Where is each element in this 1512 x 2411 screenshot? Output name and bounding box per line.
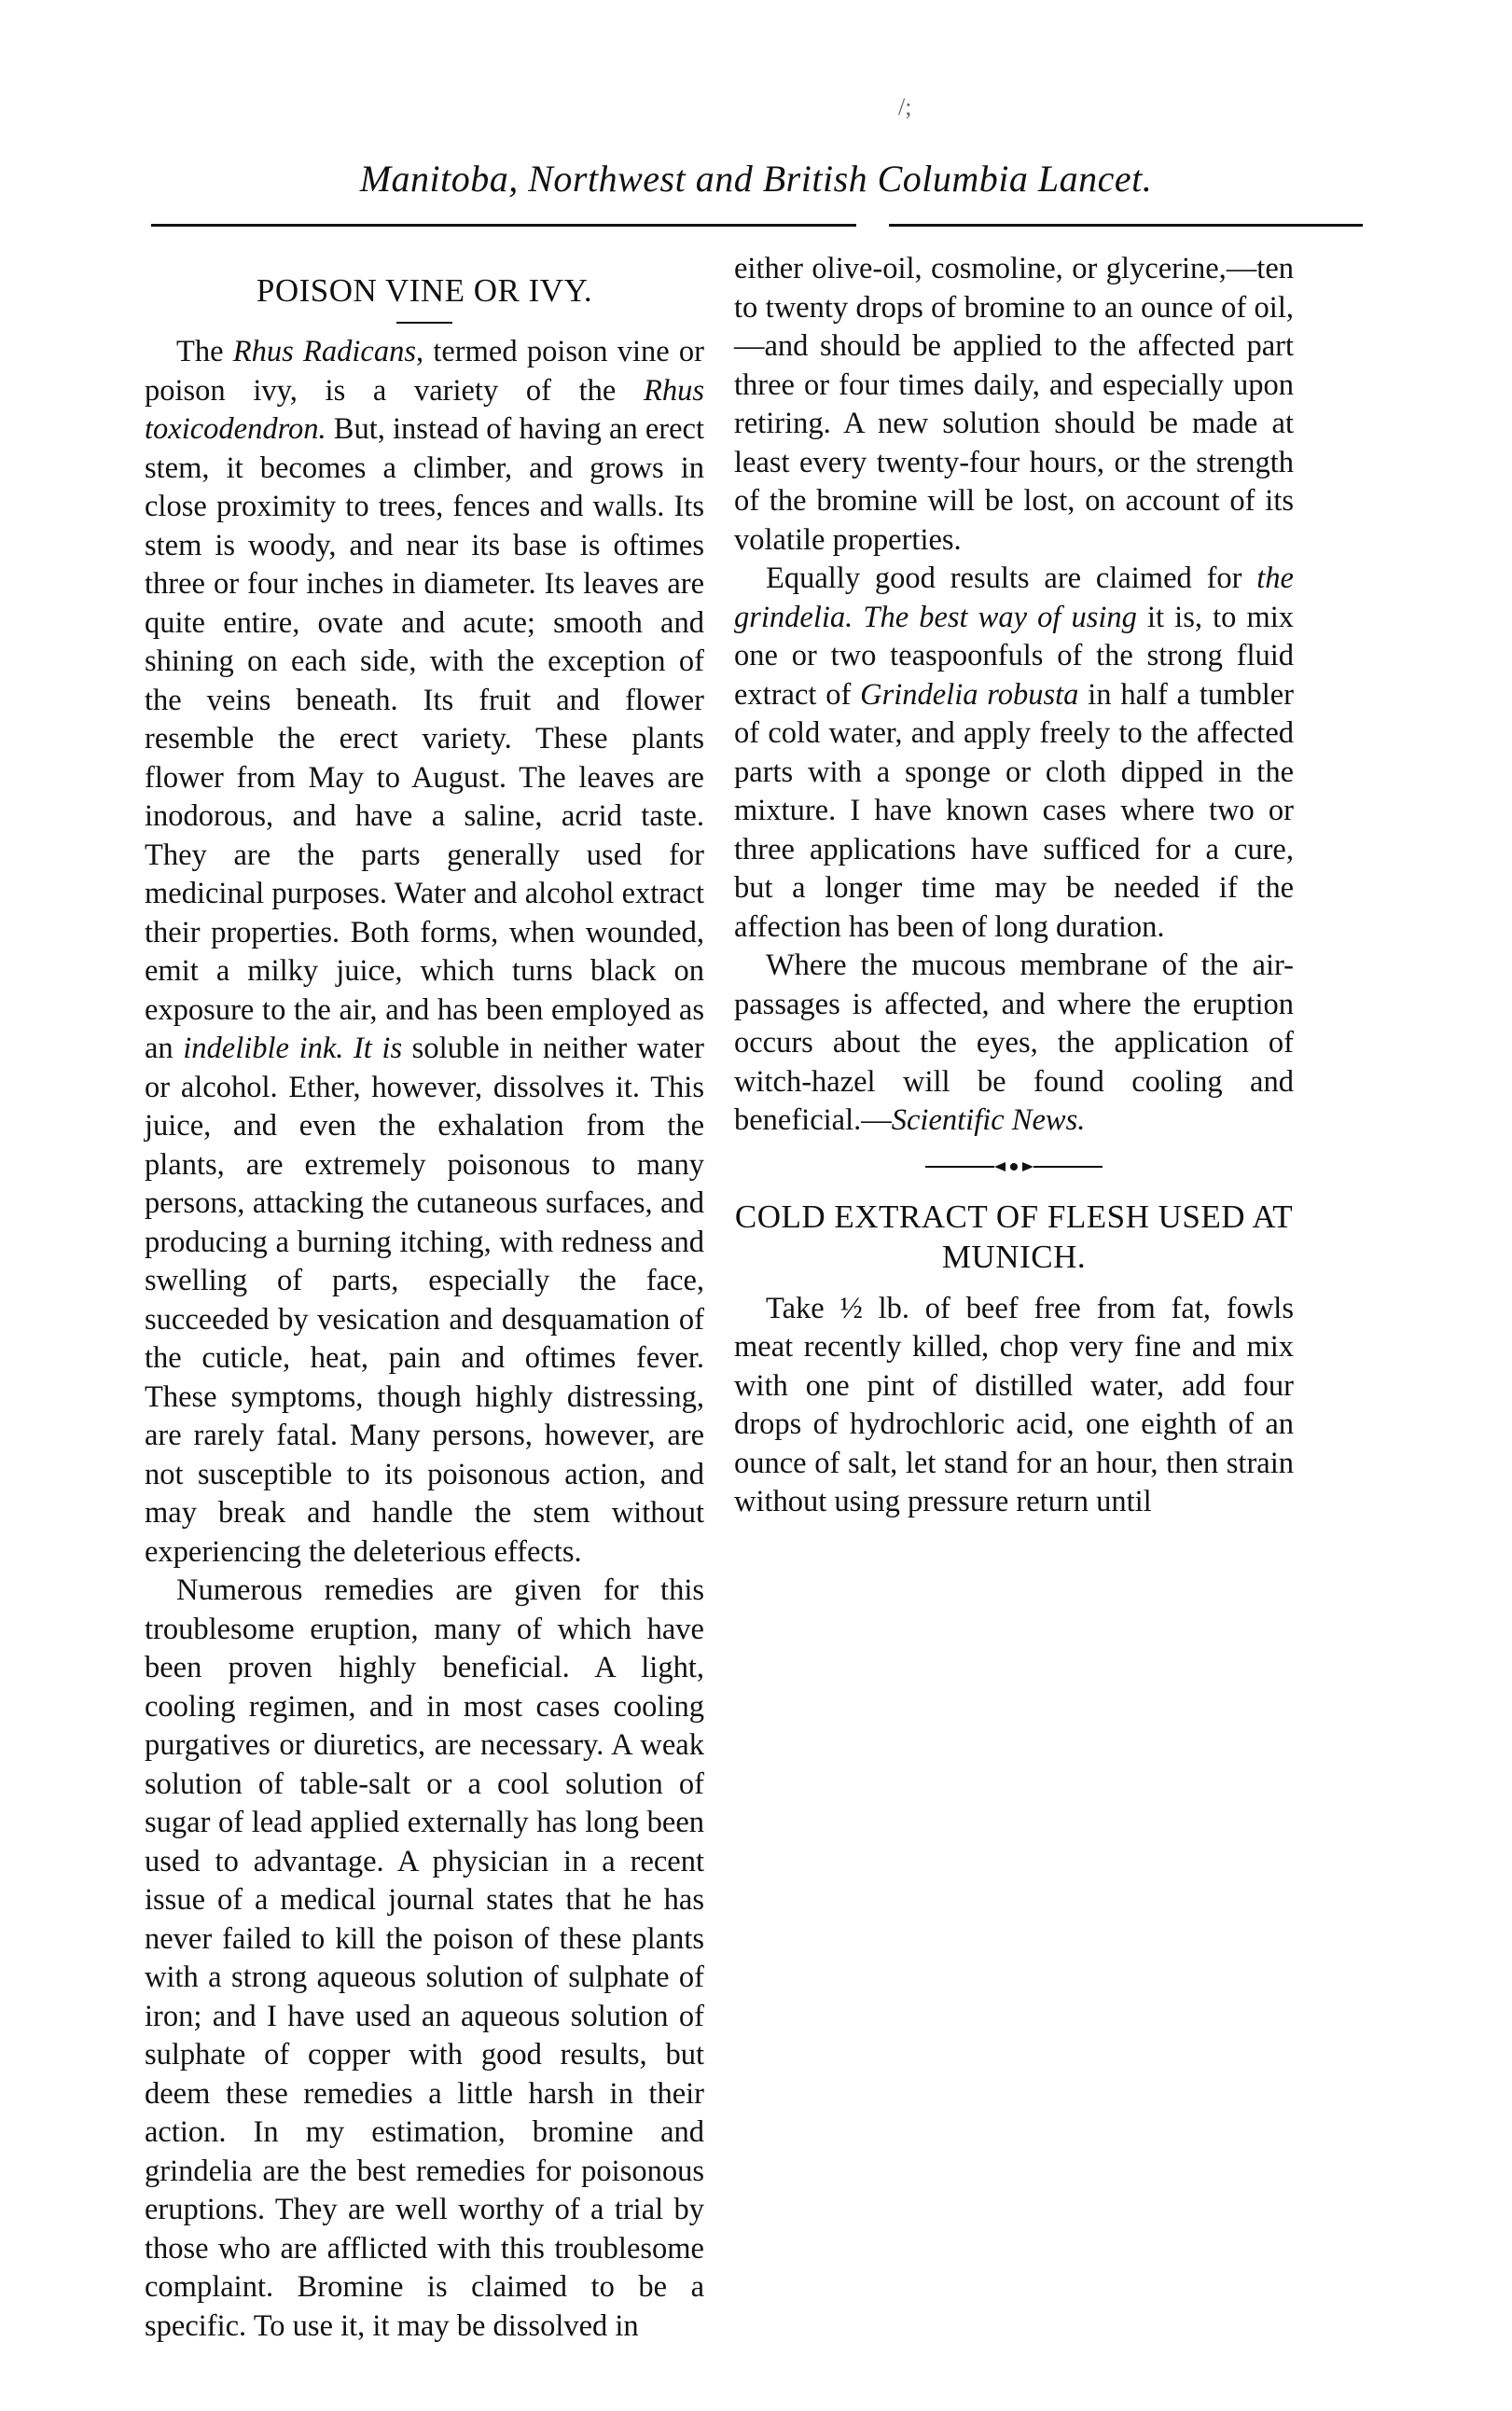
title-gap: [734, 1277, 1294, 1290]
paragraph: Take ½ lb. of beef free from fat, fowls meat recently killed, chop very fine and mix with one pint of distilled water, add four drops of hydrochloric acid, one eighth of an ounce of salt, let stand for an hour, then strain without using pressure return until: [734, 1291, 1294, 1518]
section-ornament: [734, 1157, 1294, 1176]
paragraph: The Rhus Radicans, termed poison vine or poison ivy, is a variety of the Rhus toxicodendron. But, instead of having an erect stem, it becomes a climber, and grows in close proximity to trees, fences and walls. Its stem is woody, and near its base is oftimes three or four inches in diameter. Its leaves are quite entire, ovate and acute; smooth and shining on each side, with the exception of the veins beneath. Its fruit and flower resemble the erect variety. These plants flower from May to August. The leaves are inodorous, and have a saline, acrid taste. They are the parts generally used for medicinal purposes. Water and alcohol extract their properties. Both forms, when wounded, emit a milky juice, which turns black on exposure to the air, and has been employed as an indelible ink. It is soluble in neither water or alcohol. Ether, however, dissolves it. This juice, and even the exhalation from the plants, are extremely poisonous to many persons, attacking the cutaneous surfaces, and producing a burning itching, with redness and swelling of parts, especially the face, succeeded by vesication and desquamation of the cuticle, heat, pain and oftimes fever. These symptoms, though highly distressing, are rarely fatal. Many persons, however, are not susceptible to its poisonous action, and may break and handle the stem without experiencing the deleterious effects.: [145, 335, 705, 1569]
title-rule: [396, 322, 452, 324]
paragraph-continued: either olive-oil, cosmoline, or glycerine,—ten to twenty drops of bromine to an ounce of oil,—and should be applied to the affected part three or four times daily, and especially upon retiring. A new solution should be made at least every twenty-four hours, or the strength of the bromine will be lost, on account of its volatile properties.: [734, 252, 1294, 557]
margin-mark: /;: [898, 93, 912, 120]
column-right: [734, 250, 1294, 1522]
header-rule-right: [889, 224, 1363, 227]
column-left: [145, 250, 704, 2346]
paragraph: Numerous remedies are given for this troublesome eruption, many of which have been proven highly beneficial. A light, cooling regimen, and in most cases cooling purgatives or diuretics, are necessary. A weak solution of table-salt or a cool solution of sugar of lead applied externally has long been used to advantage. A physician in a recent issue of a medical journal states that he has never failed to kill the poison of these plants with a strong aqueous solution of sulphate of iron; and I have used an aqueous solution of sulphate of copper with good results, but deem these remedies a little harsh in their action. In my estimation, bromine and grindelia are the best remedies for poisonous eruptions. They are well worthy of a trial by those who are afflicted with this troublesome complaint. Bromine is claimed to be a specific. To use it, it may be dissolved in: [145, 1573, 704, 2343]
paragraph: Where the mucous membrane of the air-passages is affected, and where the eruption occurs about the eyes, the application of witch-hazel will be found cooling and beneficial.—Scientific News.: [734, 949, 1294, 1137]
article-title-cold-extract: COLD EXTRACT OF FLESH USED AT MUNICH.: [734, 1198, 1294, 1275]
article-title-poison-ivy: POISON VINE OR IVY.: [256, 272, 593, 309]
running-head: Manitoba, Northwest and British Columbia Lancet.: [359, 158, 1153, 200]
header-rule-left: [151, 224, 856, 227]
paragraph: Equally good results are claimed for the grindelia. The best way of using it is, to mix one or two teaspoonfuls of the strong fluid extract of Grindelia robusta in half a tumbler of cold water, and apply freely to the affected parts with a sponge or cloth dipped in the mixture. I have known cases where two or three applications have sufficed for a cure, but a longer time may be needed if the affection has been of long duration.: [734, 561, 1294, 944]
